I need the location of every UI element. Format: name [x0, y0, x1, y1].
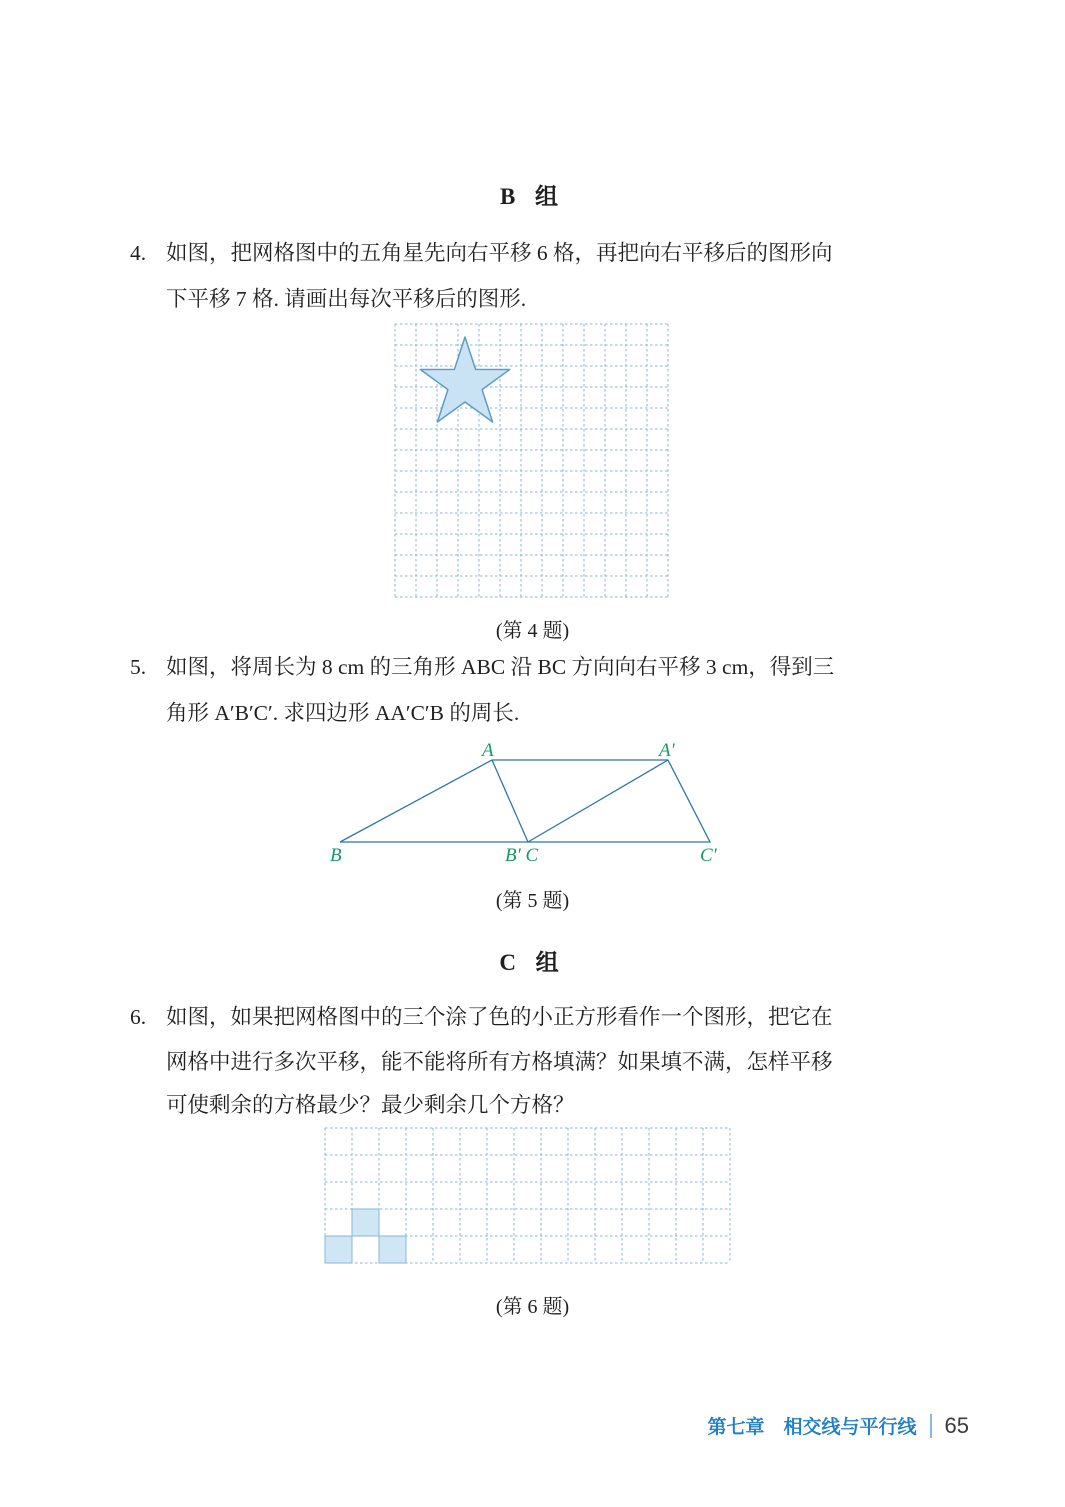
- grid-15x5-with-colored-squares: [325, 1128, 730, 1263]
- footer-page-number: 65: [944, 1412, 969, 1438]
- footer-divider: [930, 1414, 932, 1438]
- section-c-heading: C 组: [499, 950, 566, 975]
- label-A-prime: A′: [659, 740, 675, 761]
- problem5-line1: [130, 652, 942, 682]
- problem6-line1: [130, 1002, 942, 1032]
- page-footer: [708, 1412, 970, 1439]
- problem6-line3: 可使剩余的方格最少？最少剩余几个方格？: [166, 1093, 575, 1117]
- grid-13x13: [395, 324, 668, 597]
- label-B-prime-C: B′ C: [505, 845, 539, 866]
- problem4-line1: [130, 238, 942, 268]
- problem6-line2: 网格中进行多次平移，能不能将所有方格填满？如果填不满，怎样平移: [166, 1050, 833, 1074]
- triangle-translation-drawing: [310, 750, 730, 860]
- problem4-grid-figure: [395, 324, 668, 597]
- problem5-triangle-figure: [310, 740, 730, 872]
- problem6-grid-figure: [325, 1128, 730, 1263]
- problem6-number: 6.: [130, 1005, 147, 1029]
- problem6-text-1: 如图，如果把网格图中的三个涂了色的小正方形看作一个图形，把它在: [166, 1005, 833, 1029]
- label-A: A: [482, 740, 494, 761]
- problem4-number: 4.: [130, 241, 147, 265]
- problem6-caption: (第 6 题): [495, 1296, 570, 1318]
- problem5-caption: (第 5 题): [495, 890, 570, 912]
- problem5-text-1: 如图，将周长为 8 cm 的三角形 ABC 沿 BC 方向向右平移 3 cm，得到三: [166, 655, 835, 679]
- problem5-line2: 角形 A′B′C′. 求四边形 AA′C′B 的周长.: [166, 701, 520, 725]
- triangle-outline: [340, 760, 710, 842]
- five-pointed-star: [420, 337, 509, 422]
- label-C-prime: C′: [700, 845, 717, 866]
- problem4-line2: 下平移 7 格. 请画出每次平移后的图形.: [166, 287, 527, 311]
- problem4-caption: (第 4 题): [495, 620, 570, 642]
- label-B: B: [330, 845, 342, 866]
- section-b-heading: B 组: [499, 184, 566, 209]
- problem5-number: 5.: [130, 655, 147, 679]
- problem4-text-1: 如图，把网格图中的五角星先向右平移 6 格，再把向右平移后的图形向: [166, 241, 833, 265]
- segment-Aprime-Bprime: [528, 760, 668, 842]
- segment-A-C: [492, 760, 528, 842]
- footer-chapter-title: 第七章 相交线与平行线: [707, 1417, 917, 1438]
